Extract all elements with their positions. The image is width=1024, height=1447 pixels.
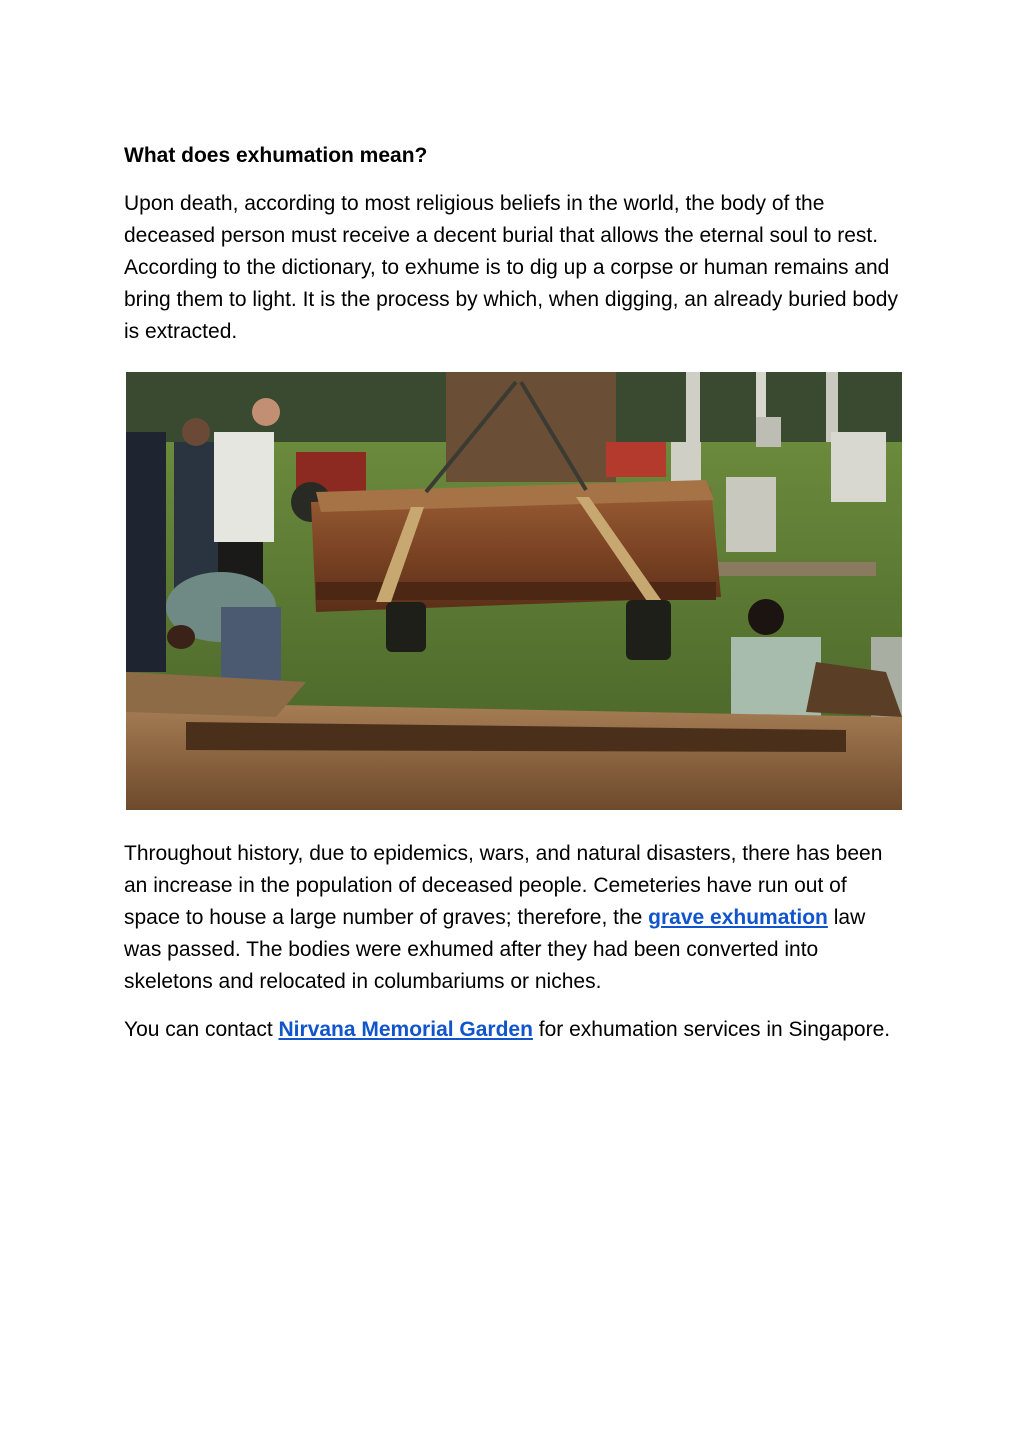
section-heading: What does exhumation mean? (124, 144, 428, 167)
history-paragraph (124, 838, 904, 998)
history-text-end: law was passed. The bodies were exhumed after they had been converted into skeletons and relocated in columbariums or niches. (124, 906, 866, 993)
contact-text-end: for exhumation services in Singapore. (532, 1018, 891, 1041)
contact-text-start: You can contact (124, 1018, 279, 1041)
exhumation-photo (126, 372, 902, 810)
nirvana-memorial-garden-link[interactable]: Nirvana Memorial Garden (278, 1018, 533, 1041)
grave-exhumation-link[interactable]: grave exhumation (648, 906, 828, 929)
history-text-start: Throughout history, due to epidemics, wars, and natural disasters, there has been an increase in the population of deceased people. Cemeteries have run out of space to house a large number of graves; therefore, the (124, 842, 883, 929)
document-page (124, 140, 904, 1046)
intro-paragraph: Upon death, according to most religious beliefs in the world, the body of the deceased person must receive a decent burial that allows the eternal soul to rest. According to the dictionary, to exhume is to dig up a corpse or human remains and bring them to light. It is the process by which, when digging, an already buried body is extracted. (124, 192, 898, 343)
contact-paragraph (124, 1014, 904, 1046)
